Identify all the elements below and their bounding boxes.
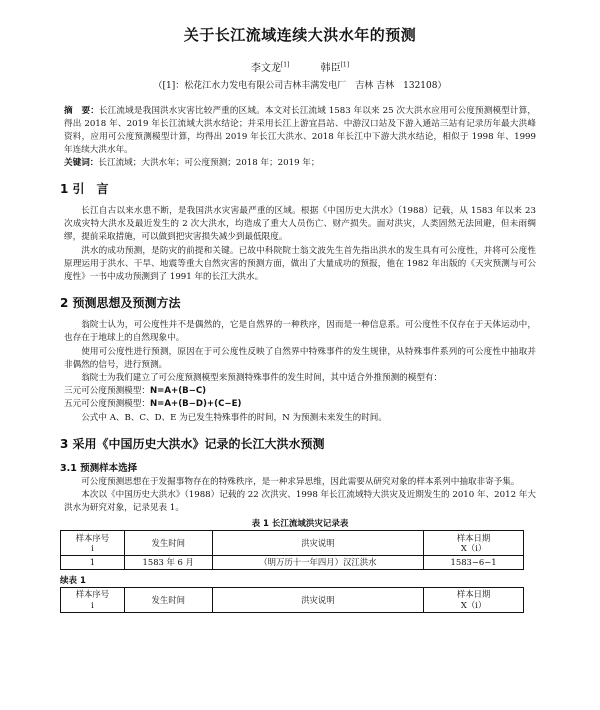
table-row <box>61 556 524 570</box>
abstract-label: 摘 要： <box>64 106 99 116</box>
abstract <box>64 105 536 157</box>
header-flood-description: 洪灾说明 <box>212 531 423 556</box>
table-1-continued-label: 续表 1 <box>60 575 86 586</box>
section-2-paragraph-1: 翁院士认为，可公度性并不是偶然的，它是自然界的一种秩序，因而是一种信息系。可公度性不仅存在于天体运动中，也存在于地球上的自然现象中。 <box>64 320 536 344</box>
cell-index: 1 <box>61 556 125 570</box>
formula-2-expression: N=A+(B−D)+(C−E) <box>149 399 242 410</box>
header-sample-date: 样本日期 X（i） <box>424 587 524 612</box>
formula-1-expression: N=A+(B−C) <box>149 386 207 397</box>
section-3-paragraph-2: 本次以《中国历史大洪水》（1988）记载的 22 次洪灾、1998 年长江流域特大洪灾及近期发生的 2010 年、2012 年大洪水为研究对象，记录见表 1。 <box>64 490 536 514</box>
section-3-1-heading: 3.1 预测样本选择 <box>60 462 138 474</box>
cell-date: 1583−6−1 <box>424 556 524 570</box>
section-3-heading: 3 采用《中国历史大洪水》记录的长江大洪水预测 <box>60 436 325 451</box>
formula-five-element <box>64 398 536 411</box>
keywords-label: 关键词： <box>64 158 99 168</box>
formula-three-element <box>64 385 536 398</box>
affiliation: （[1]：松花江水力发电有限公司吉林丰满发电厂 吉林 吉林 132108） <box>153 81 447 91</box>
header-sample-index: 样本序号 i <box>61 531 125 556</box>
paper-title: 关于长江流域连续大洪水年的预测 <box>183 26 417 44</box>
header-occurrence-time: 发生时间 <box>124 587 212 612</box>
table-1 <box>60 530 524 570</box>
keywords <box>64 157 536 170</box>
section-1-paragraph-2: 洪水的成功预测，是防灾的前提和关键。已故中科院院士翁文波先生首先指出洪水的发生具有可公度性，并将可公度性原理运用于洪水、干旱、地震等重大自然灾害的预测方面，做出了大量成功的预报，他在 1982 年出版的《天灾预测与可公度性》一书中成功预测到了 1991 年的长江大洪水。 <box>64 245 536 283</box>
formula-1-label: 三元可公度预测模型： <box>64 386 150 397</box>
header-occurrence-time: 发生时间 <box>124 531 212 556</box>
section-2-paragraph-4: 公式中 A、B、C、D、E 为已发生特殊事件的时间，N 为预测未来发生的时间。 <box>81 412 387 423</box>
author-1-sup: [1] <box>280 61 290 69</box>
author-1 <box>251 63 290 74</box>
cell-description: （明万历十一年四月）汉江洪水 <box>212 556 423 570</box>
section-2-paragraph-2: 使用可公度性进行预测，原因在于可公度性反映了自然界中特殊事件的发生规律，从特殊事件系列的可公度性中抽取并非偶然的信号，进行预测。 <box>64 346 536 370</box>
cell-time: 1583 年 6 月 <box>124 556 212 570</box>
section-1-heading: 1 引 言 <box>60 182 109 196</box>
section-1-paragraph-1: 长江自古以来水患不断，是我国洪水灾害最严重的区域。根据《中国历史大洪水》（1988）记载，从 1583 年以来 23 次成灾特大洪水及最近发生的 2 次大洪水，均造成了重大人员伤亡、财产损失。面对洪灾，人类固然无法回避，但未雨绸缪，提前采取措施，可以做到把灾害损失减少到最低限度。 <box>64 206 536 243</box>
keywords-text: 长江流域；大洪水年；可公度预测；2018 年；2019 年； <box>98 158 320 168</box>
table-1-caption: 表 1 长江流域洪灾记录表 <box>251 519 349 530</box>
author-2 <box>321 63 350 74</box>
abstract-text: 长江流域是我国洪水灾害比较严重的区域。本文对长江流域 1583 年以来 25 次大洪水应用可公度预测模型计算，得出 2018 年、2019 年长江流域大洪水结论；并采用长江上游宜昌站、中游汉口站及下游入通站三站有记录历年最大洪峰资料，应用可公度预测模型计算，均得出 2019 年长江大洪水、2018 年长江中下游大洪水结论，相似于 1998 年、1999 年连续大洪水年。 <box>64 106 536 155</box>
author-list <box>64 59 536 74</box>
header-sample-date: 样本日期 X（i） <box>424 531 524 556</box>
section-2-heading: 2 预测思想及预测方法 <box>60 296 181 311</box>
header-flood-description: 洪灾说明 <box>212 587 423 612</box>
author-1-name: 李文龙 <box>250 63 281 74</box>
formula-2-label: 五元可公度预测模型： <box>64 399 150 410</box>
section-2-paragraph-3: 翁院士为我们建立了可公度预测模型来预测特殊事件的发生时间，其中适合外推预测的模型有： <box>81 373 443 384</box>
table-header-row <box>61 531 524 556</box>
header-sample-index: 样本序号 i <box>61 587 125 612</box>
table-continued-header-row <box>61 587 524 612</box>
table-1-continued <box>60 587 524 613</box>
section-3-paragraph-1: 可公度预测思想在于发掘事物存在的特殊秩序，是一种求异思维，因此需要从研究对象的样本系列中抽取非寄予集。 <box>81 476 520 487</box>
author-2-sup: [1] <box>340 61 350 69</box>
author-2-name: 韩臣 <box>320 63 341 74</box>
